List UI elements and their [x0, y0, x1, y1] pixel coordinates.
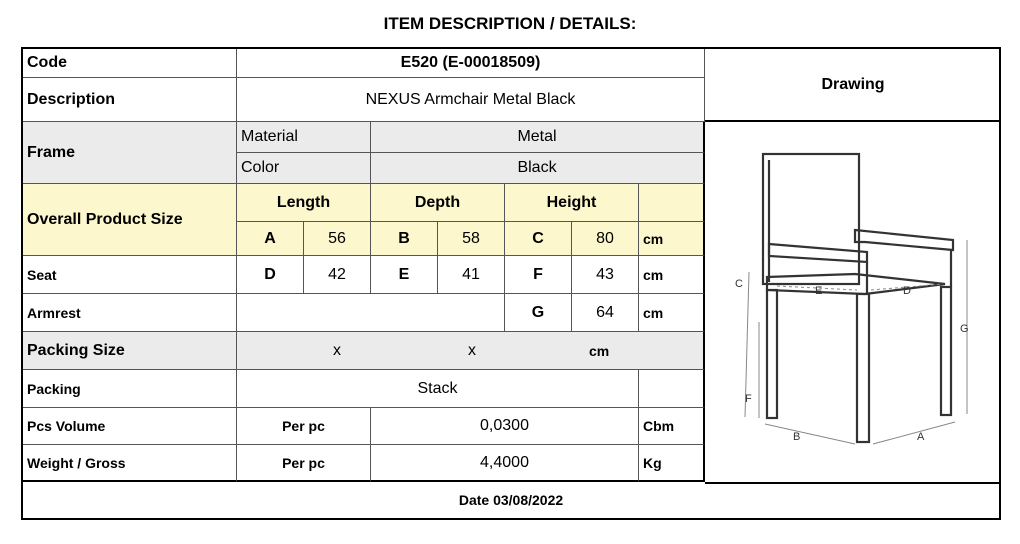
dim-e-letter: E [371, 256, 438, 294]
drawing-area [705, 122, 1001, 484]
leg-front-right [941, 287, 951, 415]
left-arm-shape [769, 244, 867, 262]
dim-f-value: 43 [572, 256, 639, 294]
frame-label: Frame [23, 122, 237, 184]
material-label: Material [237, 122, 371, 153]
packing-size-label: Packing Size [23, 332, 237, 370]
dim-b-line [765, 424, 855, 444]
dim-f-letter: F [505, 256, 572, 294]
drawing-label: Drawing [705, 49, 1001, 122]
dim-c-label: C [735, 278, 743, 290]
dim-a-label: A [917, 431, 925, 443]
backrest-shape [763, 154, 859, 284]
code-label: Code [23, 49, 237, 78]
dim-d-letter: D [237, 256, 304, 294]
packing-size-values [237, 332, 705, 370]
weight-label: Weight / Gross [23, 445, 237, 482]
volume-value: 0,0300 [371, 408, 639, 445]
seat-unit-cm: cm [639, 256, 705, 294]
dim-e-label: E [815, 285, 823, 297]
pcs-volume-label: Pcs Volume [23, 408, 237, 445]
dim-a-value: 56 [304, 222, 371, 256]
dim-d-value: 42 [304, 256, 371, 294]
armrest-unit-cm: cm [639, 294, 705, 332]
dim-e-value: 41 [438, 256, 505, 294]
dim-b-label: B [793, 431, 801, 443]
color-label: Color [237, 153, 371, 184]
color-value: Black [371, 153, 705, 184]
packing-label: Packing [23, 370, 237, 408]
armchair-drawing [705, 122, 1001, 480]
dim-d-label: D [903, 285, 911, 297]
page-title: ITEM DESCRIPTION / DETAILS: [383, 14, 637, 33]
packing-value: Stack [237, 370, 639, 408]
armrest-label: Armrest [23, 294, 237, 332]
dim-b-value: 58 [438, 222, 505, 256]
dim-g-letter: G [505, 294, 572, 332]
code-value: E520 (E-00018509) [237, 49, 705, 78]
dim-g-value: 64 [572, 294, 639, 332]
depth-header: Depth [371, 184, 505, 222]
leg-back-left [767, 290, 777, 418]
packing-x-1: x [333, 341, 341, 359]
date-footer: Date 03/08/2022 [458, 492, 564, 508]
material-value: Metal [371, 122, 705, 153]
dim-g-label: G [960, 323, 969, 335]
packing-size-unit: cm [589, 342, 610, 359]
description-label: Description [23, 78, 237, 122]
length-header: Length [237, 184, 371, 222]
weight-unit: Kg [639, 445, 705, 482]
height-header: Height [505, 184, 639, 222]
dim-a-letter: A [237, 222, 304, 256]
dim-f-label: F [745, 393, 752, 405]
seat-label: Seat [23, 256, 237, 294]
weight-value: 4,4000 [371, 445, 639, 482]
dim-a-line [873, 422, 955, 444]
packing-x-2: x [468, 341, 476, 359]
unit-header-blank [639, 184, 705, 222]
armrest-blank [237, 294, 505, 332]
volume-per-pc: Per pc [237, 408, 371, 445]
description-value: NEXUS Armchair Metal Black [237, 78, 705, 122]
dim-b-letter: B [371, 222, 438, 256]
overall-size-label: Overall Product Size [23, 184, 237, 256]
leg-front-left [857, 294, 869, 442]
dim-c-letter: C [505, 222, 572, 256]
right-arm-shape [855, 230, 953, 250]
packing-unit-blank [639, 370, 705, 408]
dim-c-value: 80 [572, 222, 639, 256]
weight-per-pc: Per pc [237, 445, 371, 482]
volume-unit: Cbm [639, 408, 705, 445]
details-table [21, 47, 1001, 520]
unit-cm: cm [639, 222, 705, 256]
